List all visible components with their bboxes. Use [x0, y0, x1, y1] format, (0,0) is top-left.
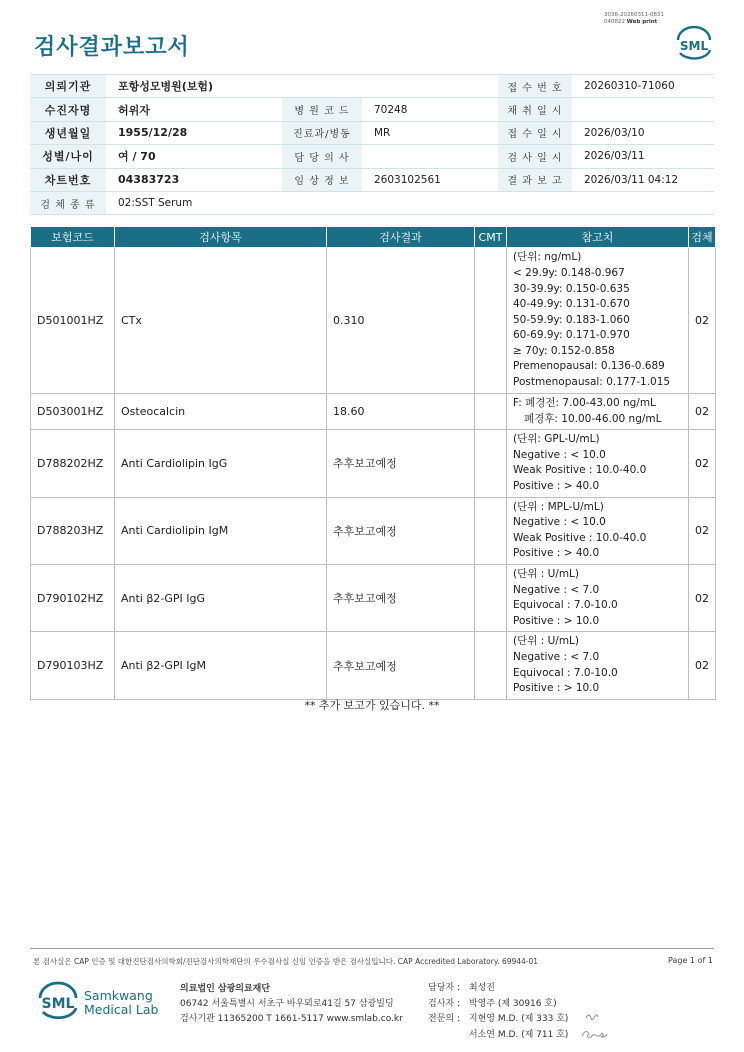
ref-line: Postmenopausal: 0.177-1.015: [513, 376, 671, 389]
header-code: 보험코드: [31, 227, 115, 248]
additional-report-note: ** 추가 보고가 있습니다. **: [304, 699, 440, 712]
cell-item: Anti β2-GPI IgG: [115, 564, 327, 631]
info-row: [30, 98, 714, 121]
table-row: [31, 497, 716, 564]
staff-name: 지현영 M.D. (제 333 호): [468, 1014, 569, 1025]
info-row: [30, 168, 714, 191]
info-label: 생년월일: [30, 121, 106, 144]
ref-line: (단위 : U/mL): [513, 567, 579, 580]
staff-role: 담당자 :: [428, 983, 460, 993]
org-contact: 검사기관 11365200 T 1661-5117 www.smlab.co.kr: [180, 1014, 403, 1024]
info-label: 담 당 의 사: [282, 145, 362, 168]
cell-item: Anti Cardiolipin IgM: [115, 497, 327, 564]
info-label: 성별/나이: [30, 145, 106, 168]
info-value: 20260310-71060: [572, 75, 714, 98]
results-header-row: [31, 227, 716, 248]
info-value: 2026/03/11 04:12: [572, 168, 714, 191]
info-label: 검 사 일 시: [498, 145, 572, 168]
cell-specimen: 02: [689, 394, 716, 430]
info-value: 포항성모병원(보험): [106, 75, 282, 98]
cell-item: Anti β2-GPI IgM: [115, 632, 327, 699]
cell-code: D790103HZ: [31, 632, 115, 699]
staff-name: 최성진: [468, 983, 495, 993]
cell-cmt: [475, 564, 507, 631]
cell-specimen: 02: [689, 632, 716, 699]
ref-line: 50-59.9y: 0.183-1.060: [513, 313, 630, 326]
info-label: 의뢰기관: [30, 75, 106, 98]
cell-ref: [507, 632, 689, 699]
cell-cmt: [475, 430, 507, 497]
ref-line: F: 폐경전: 7.00-43.00 ng/mL: [513, 397, 656, 409]
info-label: 채 취 일 시: [498, 98, 572, 121]
samkwang-logo-icon: [36, 980, 80, 1024]
ref-line: Weak Positive : 10.0-40.0: [513, 464, 647, 477]
cell-specimen: 02: [689, 497, 716, 564]
cell-specimen: 02: [689, 564, 716, 631]
cell-ref: [507, 430, 689, 497]
cell-result: 추후보고예정: [327, 430, 475, 497]
info-value: [362, 145, 498, 168]
cell-result: 추후보고예정: [327, 632, 475, 699]
header-specimen: 검체: [689, 227, 716, 248]
info-row: [30, 75, 714, 98]
print-mode: Web print: [626, 19, 658, 25]
cell-specimen: 02: [689, 248, 716, 394]
info-label: 임 상 정 보: [282, 168, 362, 191]
org-name: 의료법인 삼광의료재단: [180, 984, 271, 994]
staff-row: [428, 997, 568, 1013]
table-row: [31, 632, 716, 699]
table-row: [31, 248, 716, 394]
cell-cmt: [475, 248, 507, 394]
patient-info-table: [30, 74, 714, 215]
header-result: 검사결과: [327, 227, 475, 248]
info-blank: [282, 75, 362, 98]
certification-text: 본 검사실은 CAP 인증 및 대한진단검사의학회/진단검사의학재단의 우수검사실 신임 인증을 받은 검사실입니다. CAP Accredited Laboratory. 69944-01: [33, 957, 539, 966]
ref-line: Positive : > 10.0: [513, 682, 600, 695]
report-title: 검사결과보고서: [34, 35, 190, 60]
ref-line: Positive : > 40.0: [513, 547, 600, 560]
header-ref: 참고치: [507, 227, 689, 248]
staff-role: 검사자 :: [428, 998, 460, 1009]
cell-result: 18.60: [327, 394, 475, 430]
info-value: 여 / 70: [106, 145, 282, 168]
info-label: 결 과 보 고: [498, 168, 572, 191]
ref-line: < 29.9y: 0.148-0.967: [513, 266, 625, 279]
ref-line: Equivocal : 7.0-10.0: [513, 666, 618, 679]
organization-info: [180, 982, 403, 1027]
info-value: 2026/03/10: [572, 121, 714, 144]
ref-line: (단위: GPL-U/mL): [513, 433, 600, 446]
staff-row: [428, 1028, 568, 1044]
info-row: [30, 121, 714, 144]
ref-line: 폐경후: 10.00-46.00 ng/mL: [524, 412, 662, 425]
staff-role: 전문의 :: [428, 1014, 460, 1025]
table-row: [31, 394, 716, 430]
info-blank: [362, 75, 498, 98]
cell-result: 추후보고예정: [327, 564, 475, 631]
footer-divider: [30, 948, 714, 949]
info-value: MR: [362, 121, 498, 144]
cell-cmt: [475, 497, 507, 564]
ref-line: Negative : < 7.0: [513, 583, 600, 596]
ref-line: Negative : < 10.0: [513, 516, 606, 529]
info-value: 2026/03/11: [572, 145, 714, 168]
info-value: 2603102561: [362, 168, 498, 191]
cell-item: CTx: [115, 248, 327, 394]
ref-line: 30-39.9y: 0.150-0.635: [513, 282, 630, 295]
print-code: [604, 12, 664, 26]
samkwang-logo-text: SML: [41, 996, 75, 1012]
staff-name: 서소연 M.D. (제 711 호): [468, 1029, 569, 1040]
brand-name: [84, 989, 158, 1017]
results-table: [30, 226, 716, 700]
print-code-line1: 3036-20260311-0831: [604, 12, 664, 18]
table-row: [31, 564, 716, 631]
header-item: 검사항목: [115, 227, 327, 248]
cell-code: D503001HZ: [31, 394, 115, 430]
ref-line: 60-69.9y: 0.171-0.970: [513, 329, 630, 342]
ref-line: Weak Positive : 10.0-40.0: [513, 531, 647, 544]
staff-list: [428, 981, 568, 1043]
info-row: [30, 145, 714, 168]
info-value: 04383723: [106, 168, 282, 191]
ref-line: Premenopausal: 0.136-0.689: [513, 360, 665, 373]
ref-line: Negative : < 7.0: [513, 650, 600, 663]
staff-name: 박영주 (제 30916 호): [468, 998, 557, 1009]
info-label: 수진자명: [30, 98, 106, 121]
ref-line: Positive : > 40.0: [513, 479, 600, 492]
cell-item: Anti Cardiolipin IgG: [115, 430, 327, 497]
header-cmt: CMT: [475, 227, 507, 248]
cell-ref: [507, 564, 689, 631]
ref-line: ≥ 70y: 0.152-0.858: [513, 344, 615, 357]
cell-result: 추후보고예정: [327, 497, 475, 564]
sml-logo-icon: [674, 26, 714, 62]
cell-ref: [507, 248, 689, 394]
cell-code: D788202HZ: [31, 430, 115, 497]
ref-line: 40-49.9y: 0.131-0.670: [513, 298, 630, 311]
info-label: 차트번호: [30, 168, 106, 191]
cell-cmt: [475, 632, 507, 699]
info-value: [572, 98, 714, 121]
staff-row: [428, 981, 568, 997]
cell-ref: [507, 394, 689, 430]
ref-line: (단위 : MPL-U/mL): [513, 500, 604, 513]
info-value: 1955/12/28: [106, 121, 282, 144]
ref-line: (단위 : U/mL): [513, 635, 579, 648]
info-value: 허위자: [106, 98, 282, 121]
print-code-line2: 040822: [604, 19, 625, 25]
brand-line1: Samkwang: [84, 988, 153, 1003]
cell-code: D788203HZ: [31, 497, 115, 564]
cell-code: D790102HZ: [31, 564, 115, 631]
page-number: Page 1 of 1: [668, 956, 713, 965]
ref-line: (단위: ng/mL): [513, 251, 582, 264]
info-label: 진료과/병동: [282, 121, 362, 144]
cell-item: Osteocalcin: [115, 394, 327, 430]
info-label: 접 수 번 호: [498, 75, 572, 98]
cell-cmt: [475, 394, 507, 430]
signature-icon: [578, 1008, 612, 1042]
ref-line: Equivocal : 7.0-10.0: [513, 599, 618, 612]
cell-code: D501001HZ: [31, 248, 115, 394]
ref-line: Negative : < 10.0: [513, 448, 606, 461]
brand-line2: Medical Lab: [84, 1002, 159, 1017]
cell-result: 0.310: [327, 248, 475, 394]
info-label: 접 수 일 시: [498, 121, 572, 144]
sml-logo-text: SML: [679, 39, 709, 53]
cell-specimen: 02: [689, 430, 716, 497]
cell-ref: [507, 497, 689, 564]
table-row: [31, 430, 716, 497]
org-address: 06742 서울특별시 서초구 바우뫼로41길 57 삼광빌딩: [180, 999, 394, 1009]
info-value: 70248: [362, 98, 498, 121]
info-row: [30, 191, 714, 214]
specimen-label: 검 체 종 류: [30, 191, 106, 214]
specimen-value: 02:SST Serum: [106, 191, 714, 214]
info-label: 병 원 코 드: [282, 98, 362, 121]
staff-row: [428, 1012, 568, 1028]
ref-line: Positive : > 10.0: [513, 614, 600, 627]
